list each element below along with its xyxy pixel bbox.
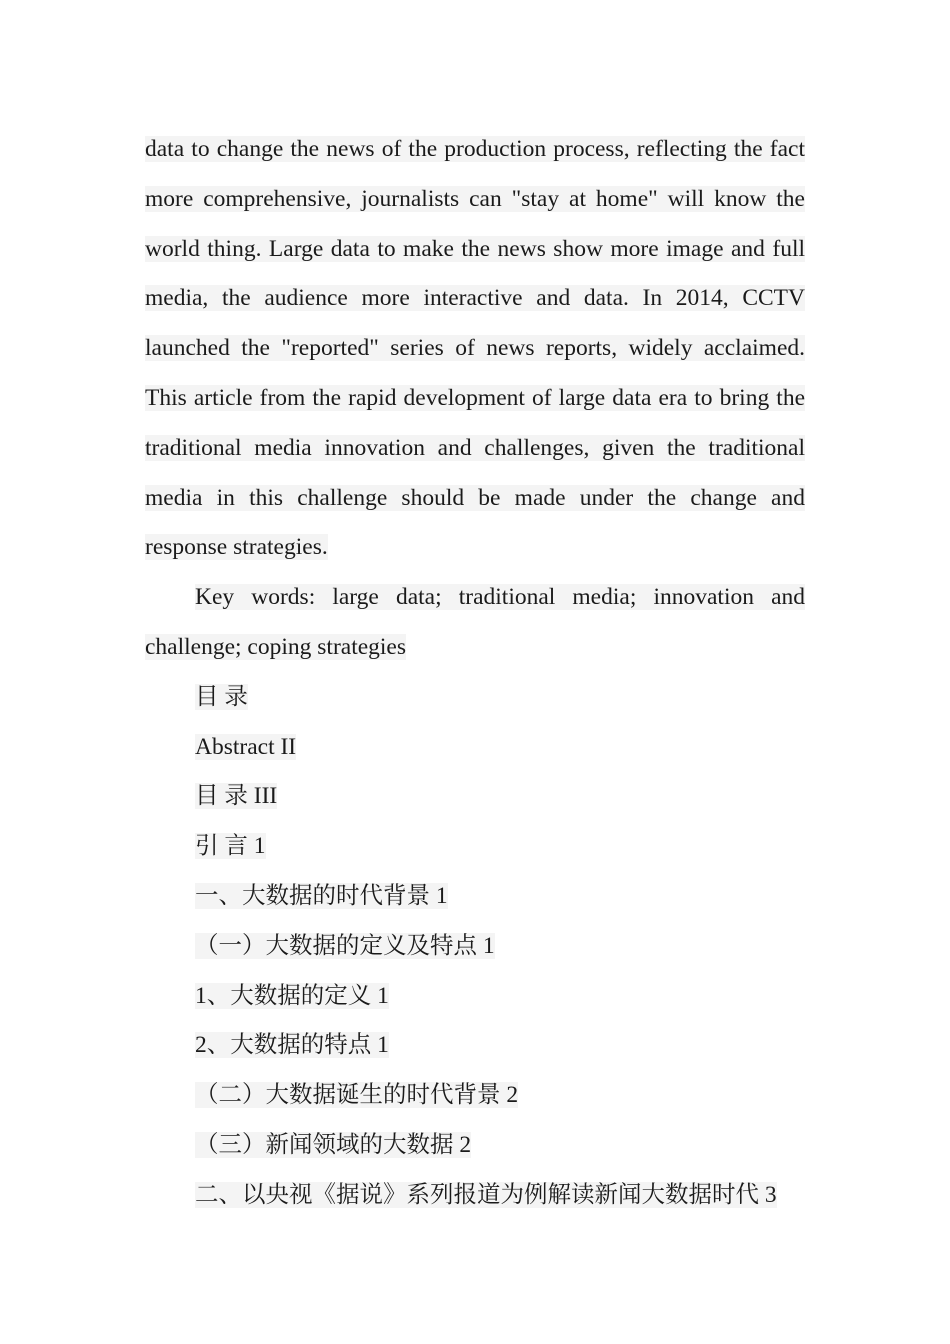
- toc-item-text: （三）新闻领域的大数据 2: [195, 1131, 472, 1158]
- toc-item: [145, 822, 805, 872]
- toc-item: [145, 1071, 805, 1121]
- abstract-body: [145, 125, 805, 573]
- toc-item-text: 2、大数据的特点 1: [195, 1032, 389, 1059]
- toc-heading: [145, 673, 805, 723]
- toc-item: [145, 922, 805, 972]
- toc-item-text: 引 言 1: [195, 833, 266, 860]
- toc-item: [145, 1121, 805, 1171]
- toc-item-text: （一）大数据的定义及特点 1: [195, 932, 495, 959]
- toc-item: [145, 872, 805, 922]
- toc-item: [145, 1171, 805, 1221]
- toc-item-text: （二）大数据诞生的时代背景 2: [195, 1082, 519, 1109]
- toc-heading-text: 目 录: [195, 683, 248, 710]
- toc-item-text: 1、大数据的定义 1: [195, 982, 389, 1009]
- toc-item: [145, 723, 805, 773]
- keywords-text: Key words: large data; traditional media; innovation and challenge; coping strategies: [145, 584, 805, 660]
- table-of-contents: [145, 673, 805, 1221]
- toc-item-text: 目 录 III: [195, 783, 278, 810]
- abstract-keywords: [145, 573, 805, 673]
- toc-item: [145, 1021, 805, 1071]
- toc-item: [145, 972, 805, 1022]
- toc-item-text: 一、大数据的时代背景 1: [195, 882, 448, 909]
- toc-item-text: Abstract II: [195, 733, 297, 760]
- document-content: [145, 125, 805, 1221]
- abstract-body-text: data to change the news of the production process, reflecting the fact more comprehensive, journalists can "stay at home" will know the world thing. Large data to make the news show more image and full media, the audience more interactive and data. In 2014, CCTV launched the "reported" series of news reports, widely acclaimed. This article from the rapid development of large data era to bring the traditional media innovation and challenges, given the traditional media in this challenge should be made under the change and response strategies.: [145, 136, 805, 561]
- toc-item-text: 二、以央视《据说》系列报道为例解读新闻大数据时代 3: [195, 1181, 777, 1208]
- toc-item: [145, 772, 805, 822]
